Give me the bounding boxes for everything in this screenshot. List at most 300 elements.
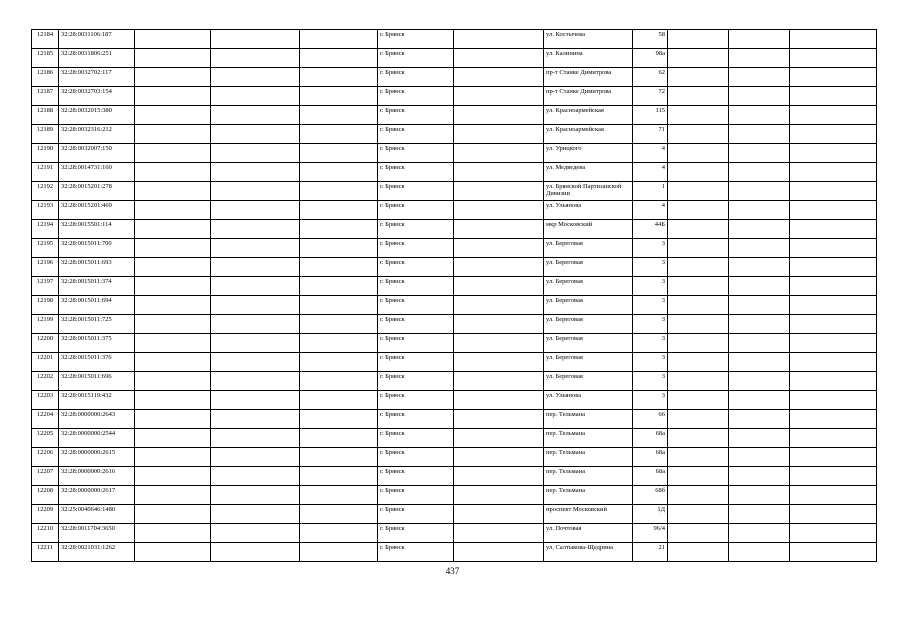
empty-cell [300,258,378,277]
city-cell: г. Брянск [378,391,454,410]
row-number-cell: 12204 [32,410,59,429]
empty-cell [300,315,378,334]
row-number-cell: 12197 [32,277,59,296]
cadastral-number-cell: 32:25:0040646:1480 [59,505,135,524]
empty-cell [790,201,877,220]
empty-cell [668,201,729,220]
empty-cell [300,220,378,239]
house-number-cell: 98а [633,49,668,68]
empty-cell [668,220,729,239]
empty-cell [454,410,544,429]
empty-cell [135,524,211,543]
house-number-cell: 3 [633,296,668,315]
empty-cell [300,353,378,372]
row-number-cell: 12208 [32,486,59,505]
empty-cell [668,106,729,125]
cadastral-number-cell: 32:28:0032316:212 [59,125,135,144]
house-number-cell: 3 [633,391,668,410]
empty-cell [729,182,790,201]
street-cell: ул. Береговая [544,239,633,258]
empty-cell [790,125,877,144]
empty-cell [454,524,544,543]
empty-cell [135,372,211,391]
house-number-cell: 68а [633,429,668,448]
table-row [32,87,877,106]
empty-cell [135,106,211,125]
empty-cell [454,239,544,258]
city-cell: г. Брянск [378,410,454,429]
row-number-cell: 12203 [32,391,59,410]
row-number-cell: 12210 [32,524,59,543]
city-cell: г. Брянск [378,448,454,467]
empty-cell [790,30,877,49]
cadastral-number-cell: 32:28:0031106:187 [59,30,135,49]
empty-cell [790,486,877,505]
cadastral-number-cell: 32:28:0015011:693 [59,258,135,277]
street-cell: ул. Ульянова [544,201,633,220]
empty-cell [135,144,211,163]
street-cell: пр-т Станке Димитрова [544,68,633,87]
table-row [32,429,877,448]
street-cell: ул. Костычева [544,30,633,49]
city-cell: г. Брянск [378,106,454,125]
empty-cell [454,486,544,505]
empty-cell [668,543,729,562]
cadastral-number-cell: 32:28:0015011:375 [59,334,135,353]
city-cell: г. Брянск [378,486,454,505]
city-cell: г. Брянск [378,505,454,524]
house-number-cell: 3 [633,258,668,277]
street-cell: ул. Береговая [544,315,633,334]
city-cell: г. Брянск [378,277,454,296]
house-number-cell: 3 [633,353,668,372]
empty-cell [135,391,211,410]
house-number-cell: 72 [633,87,668,106]
cadastral-number-cell: 32:28:0015011:725 [59,315,135,334]
empty-cell [790,315,877,334]
city-cell: г. Брянск [378,315,454,334]
empty-cell [668,353,729,372]
empty-cell [300,543,378,562]
house-number-cell: 4 [633,163,668,182]
empty-cell [300,163,378,182]
empty-cell [211,49,300,68]
cadastral-number-cell: 32:28:0015201:469 [59,201,135,220]
house-number-cell: 66 [633,410,668,429]
city-cell: г. Брянск [378,467,454,486]
street-cell: пр-т Станке Димитрова [544,87,633,106]
empty-cell [211,239,300,258]
cadastral-number-cell: 32:28:0011704:3650 [59,524,135,543]
empty-cell [135,277,211,296]
empty-cell [211,486,300,505]
row-number-cell: 12190 [32,144,59,163]
empty-cell [668,182,729,201]
empty-cell [729,106,790,125]
row-number-cell: 12189 [32,125,59,144]
empty-cell [668,448,729,467]
empty-cell [729,429,790,448]
city-cell: г. Брянск [378,543,454,562]
street-cell: ул. Береговая [544,353,633,372]
house-number-cell: 115 [633,106,668,125]
empty-cell [135,239,211,258]
empty-cell [668,277,729,296]
empty-cell [211,87,300,106]
empty-cell [729,334,790,353]
empty-cell [454,30,544,49]
empty-cell [790,410,877,429]
empty-cell [729,87,790,106]
house-number-cell: 58 [633,30,668,49]
empty-cell [790,543,877,562]
city-cell: г. Брянск [378,353,454,372]
empty-cell [135,543,211,562]
row-number-cell: 12205 [32,429,59,448]
city-cell: г. Брянск [378,524,454,543]
cadastral-number-cell: 32:28:0000000:2544 [59,429,135,448]
cadastral-number-cell: 32:28:0015201:278 [59,182,135,201]
empty-cell [135,334,211,353]
cadastral-number-cell: 32:28:0015011:694 [59,296,135,315]
street-cell: ул. Красноармейская [544,125,633,144]
empty-cell [300,144,378,163]
empty-cell [729,372,790,391]
row-number-cell: 12186 [32,68,59,87]
house-number-cell: 3 [633,372,668,391]
empty-cell [729,543,790,562]
cadastral-number-cell: 32:28:0015011:700 [59,239,135,258]
street-cell: ул. Медведева [544,163,633,182]
table-row [32,106,877,125]
row-number-cell: 12200 [32,334,59,353]
empty-cell [790,296,877,315]
cadastral-number-cell: 32:28:0015011:696 [59,372,135,391]
empty-cell [668,30,729,49]
street-cell: ул. Калинина [544,49,633,68]
row-number-cell: 12201 [32,353,59,372]
empty-cell [135,220,211,239]
empty-cell [729,353,790,372]
row-number-cell: 12192 [32,182,59,201]
empty-cell [135,410,211,429]
row-number-cell: 12198 [32,296,59,315]
empty-cell [211,220,300,239]
table-row [32,182,877,201]
street-cell: пер. Тельмана [544,410,633,429]
empty-cell [300,125,378,144]
empty-cell [135,30,211,49]
row-number-cell: 12194 [32,220,59,239]
empty-cell [300,486,378,505]
empty-cell [790,163,877,182]
empty-cell [668,372,729,391]
empty-cell [668,296,729,315]
empty-cell [790,182,877,201]
table-row [32,372,877,391]
table-row [32,486,877,505]
empty-cell [790,106,877,125]
city-cell: г. Брянск [378,296,454,315]
table-row [32,220,877,239]
empty-cell [135,353,211,372]
empty-cell [668,486,729,505]
empty-cell [454,353,544,372]
cadastral-number-cell: 32:28:0000000:2643 [59,410,135,429]
city-cell: г. Брянск [378,201,454,220]
empty-cell [135,486,211,505]
city-cell: г. Брянск [378,182,454,201]
empty-cell [790,144,877,163]
empty-cell [300,201,378,220]
table-row [32,448,877,467]
empty-cell [211,467,300,486]
empty-cell [211,258,300,277]
empty-cell [135,296,211,315]
empty-cell [668,163,729,182]
empty-cell [211,353,300,372]
empty-cell [454,144,544,163]
empty-cell [454,220,544,239]
empty-cell [668,391,729,410]
empty-cell [211,68,300,87]
row-number-cell: 12191 [32,163,59,182]
empty-cell [790,87,877,106]
empty-cell [790,258,877,277]
house-number-cell: 68а [633,467,668,486]
table-row [32,30,877,49]
empty-cell [729,144,790,163]
empty-cell [135,429,211,448]
street-cell: ул. Береговая [544,277,633,296]
empty-cell [211,182,300,201]
empty-cell [454,505,544,524]
street-cell: ул. Брянской Партизанской Дивизии [544,182,633,201]
empty-cell [135,467,211,486]
city-cell: г. Брянск [378,372,454,391]
street-cell: мкр Московский [544,220,633,239]
empty-cell [790,505,877,524]
row-number-cell: 12199 [32,315,59,334]
empty-cell [300,429,378,448]
empty-cell [135,448,211,467]
empty-cell [454,106,544,125]
cadastral-number-cell: 32:28:0031806:251 [59,49,135,68]
row-number-cell: 12196 [32,258,59,277]
house-number-cell: 4 [633,144,668,163]
house-number-cell: 71 [633,125,668,144]
row-number-cell: 12185 [32,49,59,68]
empty-cell [211,410,300,429]
city-cell: г. Брянск [378,220,454,239]
city-cell: г. Брянск [378,125,454,144]
street-cell: ул. Береговая [544,334,633,353]
empty-cell [790,49,877,68]
table-row [32,353,877,372]
empty-cell [211,277,300,296]
empty-cell [729,524,790,543]
table-row [32,239,877,258]
empty-cell [668,87,729,106]
cadastral-number-cell: 32:28:0000000:2617 [59,486,135,505]
empty-cell [300,68,378,87]
empty-cell [211,505,300,524]
city-cell: г. Брянск [378,87,454,106]
empty-cell [211,429,300,448]
city-cell: г. Брянск [378,68,454,87]
empty-cell [668,239,729,258]
empty-cell [300,182,378,201]
city-cell: г. Брянск [378,239,454,258]
empty-cell [211,30,300,49]
table-row [32,543,877,562]
table-row [32,467,877,486]
street-cell: ул. Ульянова [544,391,633,410]
empty-cell [211,125,300,144]
empty-cell [211,315,300,334]
empty-cell [729,49,790,68]
empty-cell [300,410,378,429]
empty-cell [211,106,300,125]
cadastral-number-cell: 32:28:0015011:374 [59,277,135,296]
empty-cell [729,448,790,467]
cadastral-number-cell: 32:28:0021031:1262 [59,543,135,562]
street-cell: ул. Береговая [544,258,633,277]
empty-cell [790,391,877,410]
empty-cell [454,68,544,87]
empty-cell [668,68,729,87]
empty-cell [300,505,378,524]
empty-cell [211,543,300,562]
empty-cell [454,277,544,296]
cadastral-number-cell: 32:28:0015011:376 [59,353,135,372]
empty-cell [211,144,300,163]
row-number-cell: 12207 [32,467,59,486]
empty-cell [454,448,544,467]
table-row [32,201,877,220]
empty-cell [729,410,790,429]
empty-cell [790,429,877,448]
empty-cell [135,163,211,182]
cadastral-number-cell: 32:28:0032015:380 [59,106,135,125]
empty-cell [300,277,378,296]
city-cell: г. Брянск [378,30,454,49]
empty-cell [135,315,211,334]
table-row [32,144,877,163]
house-number-cell: 3 [633,334,668,353]
empty-cell [729,239,790,258]
empty-cell [729,296,790,315]
registry-table [31,29,877,562]
house-number-cell: 3 [633,315,668,334]
cadastral-number-cell: 32:28:0014731:160 [59,163,135,182]
empty-cell [135,505,211,524]
city-cell: г. Брянск [378,429,454,448]
empty-cell [300,296,378,315]
empty-cell [300,239,378,258]
empty-cell [729,277,790,296]
empty-cell [454,258,544,277]
empty-cell [454,201,544,220]
house-number-cell: 68б [633,486,668,505]
empty-cell [135,258,211,277]
empty-cell [729,505,790,524]
empty-cell [211,448,300,467]
house-number-cell: 96/4 [633,524,668,543]
empty-cell [790,68,877,87]
empty-cell [454,296,544,315]
table-row [32,505,877,524]
street-cell: проспект Московский [544,505,633,524]
street-cell: пер. Тельмана [544,486,633,505]
empty-cell [454,334,544,353]
empty-cell [300,524,378,543]
empty-cell [300,334,378,353]
empty-cell [211,163,300,182]
row-number-cell: 12206 [32,448,59,467]
empty-cell [211,334,300,353]
street-cell: ул. Красноармейская [544,106,633,125]
cadastral-number-cell: 32:28:0032702:117 [59,68,135,87]
row-number-cell: 12202 [32,372,59,391]
empty-cell [454,391,544,410]
house-number-cell: 3 [633,239,668,258]
empty-cell [211,201,300,220]
empty-cell [790,467,877,486]
table-row [32,391,877,410]
table-row [32,49,877,68]
empty-cell [454,315,544,334]
row-number-cell: 12188 [32,106,59,125]
cadastral-number-cell: 32:28:0000000:2615 [59,448,135,467]
house-number-cell: 62 [633,68,668,87]
empty-cell [300,372,378,391]
empty-cell [668,125,729,144]
house-number-cell: 68а [633,448,668,467]
street-cell: ул. Салтыкова-Щедрина [544,543,633,562]
city-cell: г. Брянск [378,144,454,163]
city-cell: г. Брянск [378,334,454,353]
empty-cell [668,524,729,543]
empty-cell [729,125,790,144]
empty-cell [454,429,544,448]
table-row [32,410,877,429]
house-number-cell: 21 [633,543,668,562]
empty-cell [790,524,877,543]
empty-cell [454,543,544,562]
empty-cell [668,505,729,524]
empty-cell [300,391,378,410]
table-row [32,334,877,353]
empty-cell [135,125,211,144]
table-row [32,277,877,296]
street-cell: ул. Береговая [544,296,633,315]
empty-cell [454,182,544,201]
table-body [32,30,877,562]
table-row [32,524,877,543]
empty-cell [454,125,544,144]
empty-cell [211,296,300,315]
street-cell: ул. Береговая [544,372,633,391]
empty-cell [135,182,211,201]
empty-cell [135,201,211,220]
empty-cell [729,220,790,239]
empty-cell [668,410,729,429]
table-row [32,296,877,315]
empty-cell [211,372,300,391]
empty-cell [790,220,877,239]
street-cell: ул. Урицкого [544,144,633,163]
